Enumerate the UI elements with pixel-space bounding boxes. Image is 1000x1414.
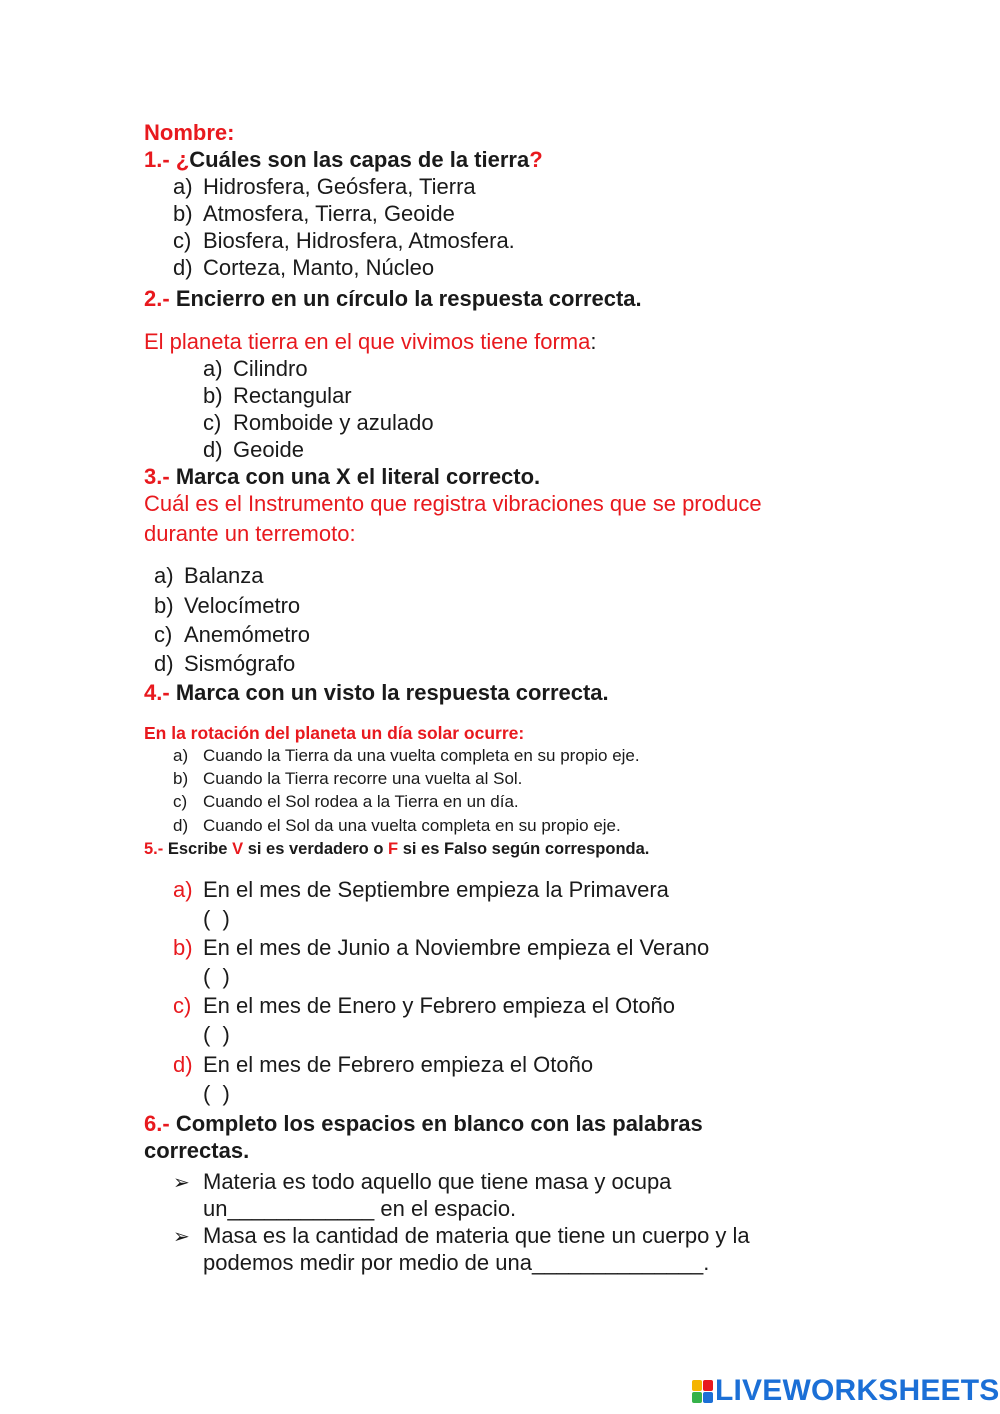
arrow-bullet-icon: ➢ (173, 1172, 190, 1194)
question-5-number: 5.- (144, 840, 164, 858)
question-3-option-d[interactable]: d) Sismógrafo (154, 651, 296, 676)
question-2-prompt: El planeta tierra en el que vivimos tiene forma: (144, 329, 597, 354)
question-6-number: 6.- (144, 1111, 170, 1136)
question-2-heading (144, 286, 642, 312)
question-4-option-a[interactable]: a) Cuando la Tierra da una vuelta completa en su propio eje. (173, 746, 640, 765)
question-3-option-a[interactable]: a) Balanza (154, 563, 264, 588)
question-1-heading (144, 147, 543, 173)
question-4-option-c[interactable]: c) Cuando el Sol rodea a la Tierra en un día. (173, 792, 519, 811)
question-2-option-c[interactable]: c) Romboide y azulado (203, 410, 434, 435)
liveworksheets-logo (692, 1374, 1000, 1408)
question-5-item-c: c) En el mes de Enero y Febrero empieza el Otoño (173, 993, 676, 1018)
question-1-close-mark: ? (529, 147, 543, 172)
question-6-item-2-line-1: Masa es la cantidad de materia que tiene un cuerpo y la (203, 1223, 750, 1248)
logo-mark-icon (692, 1380, 712, 1402)
question-3-option-c[interactable]: c) Anemómetro (154, 622, 310, 647)
question-5-answer-c[interactable]: ( ) (203, 1022, 230, 1047)
question-6-heading-line-1: 6.- Completo los espacios en blanco con las palabras (144, 1111, 703, 1136)
question-4-option-b[interactable]: b) Cuando la Tierra recorre una vuelta al Sol. (173, 769, 523, 788)
question-6-item-2-line-2[interactable]: podemos medir por medio de una______________. (203, 1250, 710, 1275)
question-4-number: 4.- (144, 680, 170, 705)
question-5-answer-d[interactable]: ( ) (203, 1081, 230, 1106)
question-4-option-d[interactable]: d) Cuando el Sol da una vuelta completa en su propio eje. (173, 816, 621, 835)
name-label: Nombre: (144, 120, 235, 145)
question-1-open-mark: ¿ (175, 147, 190, 172)
question-1-option-a[interactable]: a) Hidrosfera, Geósfera, Tierra (173, 174, 476, 199)
question-3-instruction: Marca con una X el literal correcto. (175, 464, 541, 489)
question-3-option-b[interactable]: b) Velocímetro (154, 593, 301, 618)
question-1-number: 1.- (144, 147, 170, 172)
question-6-heading-line-2: correctas. (144, 1138, 250, 1163)
question-1-option-d[interactable]: d) Corteza, Manto, Núcleo (173, 255, 435, 280)
question-1-option-c[interactable]: c) Biosfera, Hidrosfera, Atmosfera. (173, 228, 515, 253)
question-5-item-a: a) En el mes de Septiembre empieza la Primavera (173, 877, 669, 902)
question-3-number: 3.- (144, 464, 170, 489)
question-2-instruction: Encierro en un círculo la respuesta correcta. (175, 286, 642, 311)
false-letter: F (388, 840, 399, 858)
true-letter: V (232, 840, 244, 858)
question-3-prompt-line-1: Cuál es el Instrumento que registra vibraciones que se produce (144, 491, 762, 516)
logo-text: LIVEWORKSHEETS (715, 1374, 1000, 1407)
question-5-heading: 5.- Escribe V si es verdadero o F si es Falso según corresponda. (144, 840, 650, 858)
question-5-item-d: d) En el mes de Febrero empieza el Otoño (173, 1052, 594, 1077)
question-5-answer-b[interactable]: ( ) (203, 964, 230, 989)
question-2-option-d[interactable]: d) Geoide (203, 437, 304, 462)
question-6-item-1-line-2[interactable]: un____________ en el espacio. (203, 1196, 517, 1221)
question-4-instruction: Marca con un visto la respuesta correcta. (175, 680, 609, 705)
question-6-item-1-line-1: Materia es todo aquello que tiene masa y ocupa (203, 1169, 672, 1194)
arrow-bullet-icon: ➢ (173, 1226, 190, 1248)
question-4-heading (144, 680, 609, 706)
question-2-option-a[interactable]: a) Cilindro (203, 356, 308, 381)
question-5-item-b: b) En el mes de Junio a Noviembre empieza el Verano (173, 935, 710, 960)
question-4-prompt: En la rotación del planeta un día solar ocurre: (144, 723, 525, 743)
question-2-number: 2.- (144, 286, 170, 311)
question-5-answer-a[interactable]: ( ) (203, 906, 230, 931)
question-3-prompt-line-2: durante un terremoto: (144, 521, 356, 546)
question-3-heading (144, 464, 540, 490)
question-1-text: Cuáles son las capas de la tierra (189, 147, 530, 172)
question-1-option-b[interactable]: b) Atmosfera, Tierra, Geoide (173, 201, 455, 226)
question-2-option-b[interactable]: b) Rectangular (203, 383, 352, 408)
